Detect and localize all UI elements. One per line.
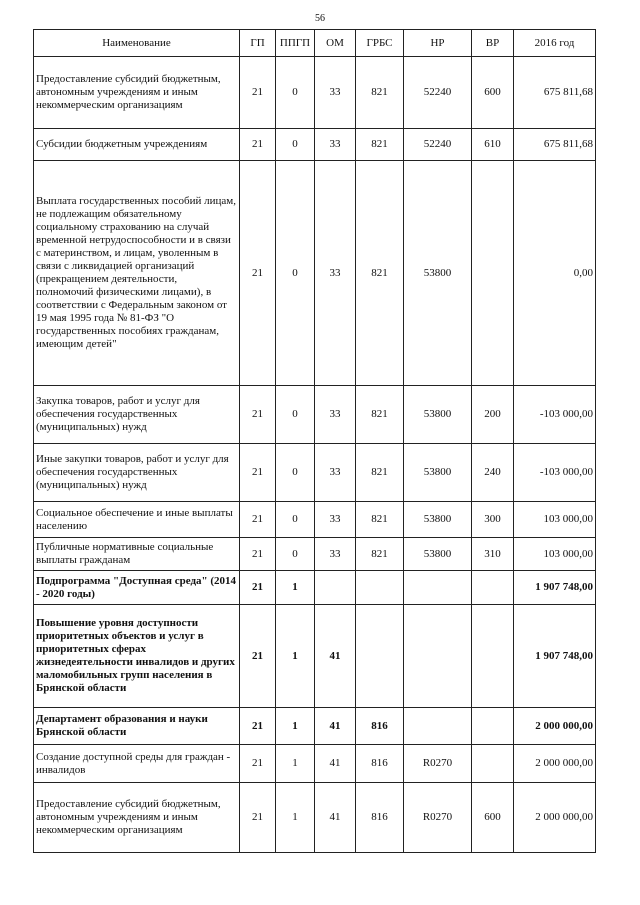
row-vr: 240 [472, 444, 514, 502]
row-om: 33 [315, 502, 356, 538]
table-row [34, 161, 596, 386]
table-row [34, 386, 596, 444]
row-amount: 103 000,00 [514, 538, 596, 571]
row-np: 52240 [404, 57, 472, 129]
row-ppgp: 1 [276, 783, 315, 853]
row-gp: 21 [240, 386, 276, 444]
row-ppgp: 1 [276, 745, 315, 783]
row-om: 33 [315, 57, 356, 129]
row-om: 41 [315, 745, 356, 783]
row-ppgp: 1 [276, 571, 315, 605]
row-name: Создание доступной среды для граждан - инвалидов [34, 745, 240, 783]
table-row [34, 538, 596, 571]
row-name: Выплата государственных пособий лицам, не подлежащим обязательному социальному страхованию на случай временной нетрудоспособности и в связи с материнством, и лицам, уволенным в связи с ликвидацией организаций (прекращением деятельности, полномочий физическими лицами), в соответствии с Федеральным законом от 19 мая 1995 года № 81-ФЗ "О государственных пособиях гражданам, имеющим детей" [34, 161, 240, 386]
row-np: 53800 [404, 502, 472, 538]
row-vr: 310 [472, 538, 514, 571]
row-grbs: 821 [356, 161, 404, 386]
row-np: 52240 [404, 129, 472, 161]
row-np [404, 605, 472, 708]
row-vr [472, 745, 514, 783]
row-name: Публичные нормативные социальные выплаты гражданам [34, 538, 240, 571]
row-grbs: 821 [356, 386, 404, 444]
row-amount: 675 811,68 [514, 129, 596, 161]
row-om: 33 [315, 386, 356, 444]
row-grbs: 821 [356, 129, 404, 161]
row-grbs: 821 [356, 502, 404, 538]
row-ppgp: 0 [276, 57, 315, 129]
row-vr: 600 [472, 783, 514, 853]
row-gp: 21 [240, 502, 276, 538]
row-vr: 300 [472, 502, 514, 538]
row-gp: 21 [240, 783, 276, 853]
header-grbs: ГРБС [356, 30, 404, 57]
row-gp: 21 [240, 161, 276, 386]
row-ppgp: 0 [276, 538, 315, 571]
row-grbs: 816 [356, 708, 404, 745]
row-om: 41 [315, 783, 356, 853]
table-row [34, 708, 596, 745]
row-ppgp: 0 [276, 161, 315, 386]
row-name: Социальное обеспечение и иные выплаты населению [34, 502, 240, 538]
row-grbs [356, 571, 404, 605]
table-row [34, 444, 596, 502]
row-np: 53800 [404, 386, 472, 444]
row-amount: 2 000 000,00 [514, 745, 596, 783]
row-grbs: 821 [356, 444, 404, 502]
row-amount: 0,00 [514, 161, 596, 386]
row-amount: 675 811,68 [514, 57, 596, 129]
row-gp: 21 [240, 745, 276, 783]
row-gp: 21 [240, 129, 276, 161]
row-ppgp: 1 [276, 605, 315, 708]
row-name: Предоставление субсидий бюджетным, автономным учреждениям и иным некоммерческим организациям [34, 783, 240, 853]
table-row [34, 502, 596, 538]
row-grbs [356, 605, 404, 708]
row-gp: 21 [240, 605, 276, 708]
header-year: 2016 год [514, 30, 596, 57]
row-om: 33 [315, 161, 356, 386]
row-amount: -103 000,00 [514, 444, 596, 502]
row-np [404, 571, 472, 605]
row-ppgp: 0 [276, 386, 315, 444]
table-row [34, 57, 596, 129]
row-np: R0270 [404, 745, 472, 783]
header-np: НР [404, 30, 472, 57]
row-grbs: 816 [356, 745, 404, 783]
row-vr [472, 571, 514, 605]
row-amount: 103 000,00 [514, 502, 596, 538]
row-amount: 2 000 000,00 [514, 783, 596, 853]
table-row [34, 129, 596, 161]
row-vr: 200 [472, 386, 514, 444]
row-om: 41 [315, 605, 356, 708]
row-vr [472, 161, 514, 386]
row-vr: 610 [472, 129, 514, 161]
row-ppgp: 0 [276, 502, 315, 538]
row-grbs: 816 [356, 783, 404, 853]
row-om: 33 [315, 129, 356, 161]
row-ppgp: 0 [276, 129, 315, 161]
row-om: 33 [315, 538, 356, 571]
row-np [404, 708, 472, 745]
row-name: Субсидии бюджетным учреждениям [34, 129, 240, 161]
row-vr: 600 [472, 57, 514, 129]
row-vr [472, 708, 514, 745]
row-np: 53800 [404, 444, 472, 502]
row-om [315, 571, 356, 605]
row-name: Подпрограмма "Доступная среда" (2014 - 2020 годы) [34, 571, 240, 605]
row-om: 33 [315, 444, 356, 502]
row-amount: -103 000,00 [514, 386, 596, 444]
row-vr [472, 605, 514, 708]
row-gp: 21 [240, 708, 276, 745]
row-name: Предоставление субсидий бюджетным, автономным учреждениям и иным некоммерческим организациям [34, 57, 240, 129]
table-row [34, 605, 596, 708]
row-amount: 2 000 000,00 [514, 708, 596, 745]
budget-table [33, 29, 596, 853]
row-gp: 21 [240, 571, 276, 605]
row-grbs: 821 [356, 57, 404, 129]
row-name: Повышение уровня доступности приоритетных объектов и услуг в приоритетных сферах жизнедеятельности инвалидов и других маломобильных групп населения в Брянской области [34, 605, 240, 708]
row-ppgp: 1 [276, 708, 315, 745]
header-ppgp: ППГП [276, 30, 315, 57]
table-row [34, 745, 596, 783]
table-row [34, 783, 596, 853]
row-om: 41 [315, 708, 356, 745]
row-gp: 21 [240, 538, 276, 571]
row-ppgp: 0 [276, 444, 315, 502]
row-name: Закупка товаров, работ и услуг для обеспечения государственных (муниципальных) нужд [34, 386, 240, 444]
row-np: 53800 [404, 161, 472, 386]
row-np: R0270 [404, 783, 472, 853]
row-amount: 1 907 748,00 [514, 571, 596, 605]
row-gp: 21 [240, 444, 276, 502]
table-row [34, 571, 596, 605]
row-name: Иные закупки товаров, работ и услуг для обеспечения государственных (муниципальных) нужд [34, 444, 240, 502]
header-om: ОМ [315, 30, 356, 57]
header-gp: ГП [240, 30, 276, 57]
row-amount: 1 907 748,00 [514, 605, 596, 708]
row-grbs: 821 [356, 538, 404, 571]
row-np: 53800 [404, 538, 472, 571]
header-vr: ВР [472, 30, 514, 57]
header-row [34, 30, 596, 57]
row-gp: 21 [240, 57, 276, 129]
row-name: Департамент образования и науки Брянской области [34, 708, 240, 745]
header-name: Наименование [34, 30, 240, 57]
page-number: 56 [315, 13, 325, 24]
